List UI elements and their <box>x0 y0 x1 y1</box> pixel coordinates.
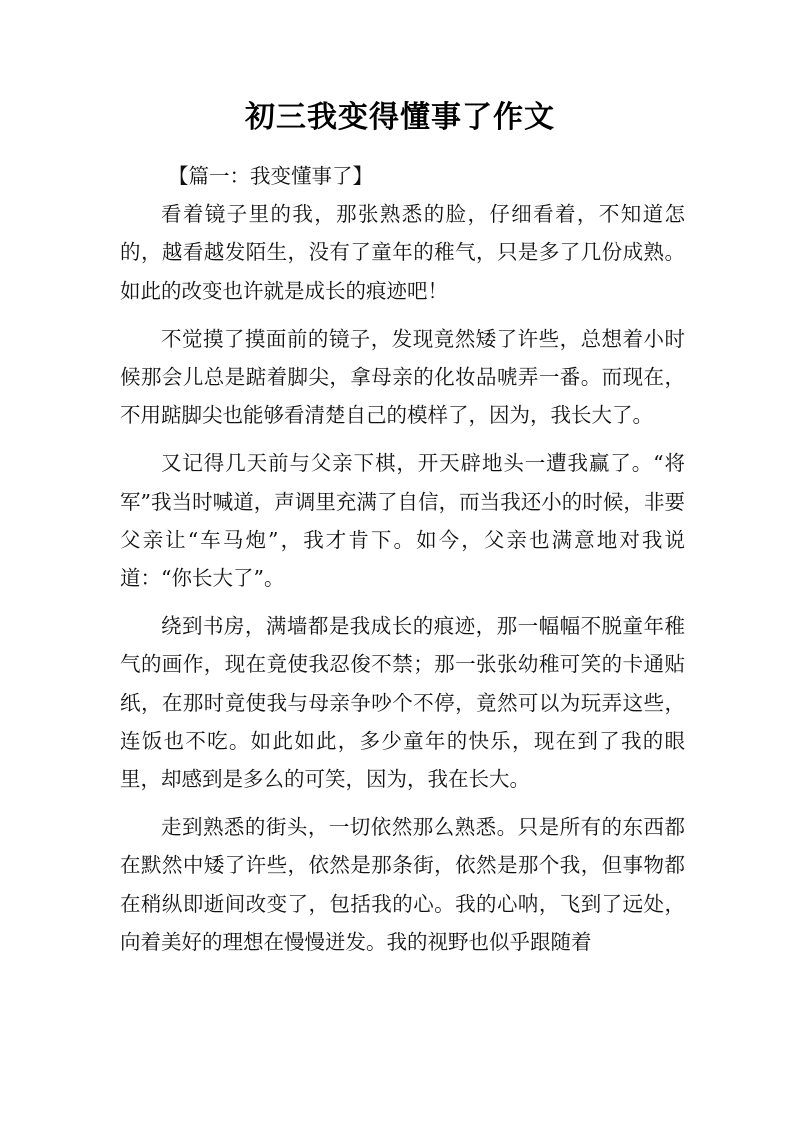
paragraph-2: 不觉摸了摸面前的镜子，发现竟然矮了许些，总想着小时候那会儿总是踮着脚尖，拿母亲的化妆品唬弄一番。而现在，不用踮脚尖也能够看清楚自己的模样了，因为，我长大了。 <box>120 326 685 428</box>
section-heading: 【篇一：我变懂事了】 <box>168 164 373 188</box>
document-body <box>120 157 685 971</box>
paragraph-3: 又记得几天前与父亲下棋，开天辟地头一遭我赢了。“将军”我当时喊道，声调里充满了自信，而当我还小的时候，非要父亲让“车马炮”，我才肯下。如今，父亲也满意地对我说道：“你长大了”。 <box>120 451 685 591</box>
paragraph-4: 绕到书房，满墙都是我成长的痕迹，那一幅幅不脱童年稚气的画作，现在竟使我忍俊不禁；那一张张幼稚可笑的卡通贴纸，在那时竟使我与母亲争吵个不停，竟然可以为玩弄这些，连饭也不吃。如此如此，多少童年的快乐，现在到了我的眼里，却感到是多么的可笑，因为，我在长大。 <box>120 614 685 792</box>
paragraph-5: 走到熟悉的街头，一切依然那么熟悉。只是所有的东西都在默然中矮了许些，依然是那条街，依然是那个我，但事物都在稍纵即逝间改变了，包括我的心。我的心呐，飞到了远处，向着美好的理想在慢慢迸发。我的视野也似乎跟随着 <box>120 815 685 954</box>
document-title: 初三我变得懂事了作文 <box>245 100 555 135</box>
paragraph-1: 看着镜子里的我，那张熟悉的脸，仔细看着，不知道怎的，越看越发陌生，没有了童年的稚气，只是多了几份成熟。如此的改变也许就是成长的痕迹吧！ <box>120 202 685 303</box>
